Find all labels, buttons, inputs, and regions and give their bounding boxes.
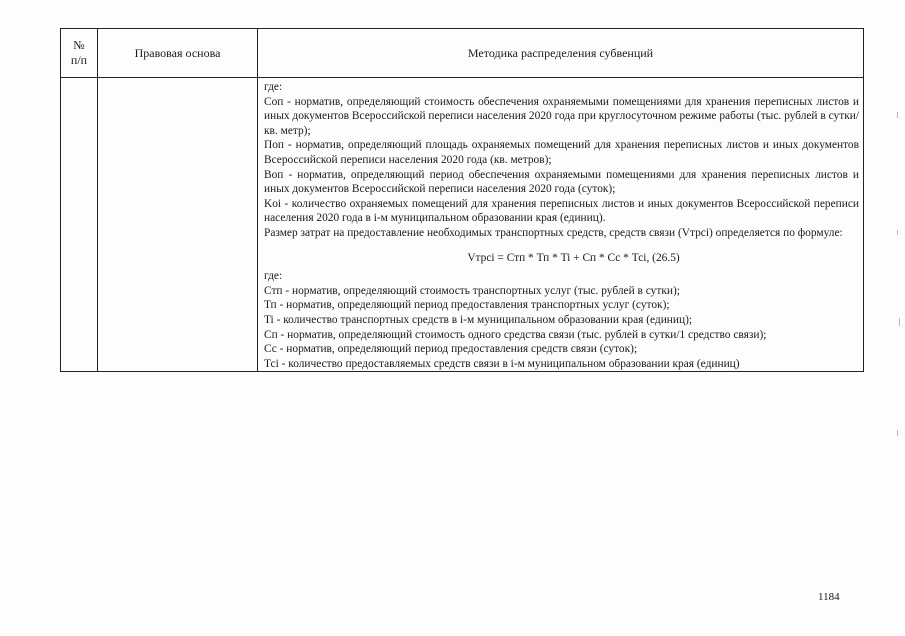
scan-speck — [897, 230, 898, 235]
subvention-method-table — [60, 28, 864, 372]
where-definition-ti: Ti - количество транспортных средств в i-м муниципальном образовании края (единиц); — [264, 313, 693, 326]
header-legal-basis-text: Правовая основа — [134, 45, 221, 60]
header-method-text: Методика распределения субвенций — [467, 45, 654, 60]
cell-legal-basis — [98, 78, 258, 372]
cell-method — [258, 78, 864, 372]
header-method — [258, 29, 864, 78]
method-definition-pop: Поп - норматив, определяющий площадь охраняемых помещений для хранения переписных листов и иных документов Всероссийской переписи населения 2020 года (кв. метров); — [264, 139, 859, 166]
where-definition-tsi: Тсi - количество предоставляемых средств связи в i-м муниципальном образовании края (единиц) — [264, 357, 740, 370]
table-row — [61, 78, 864, 372]
method-definition-vop: Воп - норматив, определяющий период обеспечения охраняемыми помещениями для хранения переписных листов и иных документов Всероссийской переписи населения 2020 года (суток); — [264, 168, 859, 196]
formula-26-5: Vтрсi = Стп * Тп * Ti + Сп * Сс * Тсi, (26.5) — [467, 251, 680, 264]
where-definition-stp: Стп - норматив, определяющий стоимость транспортных услуг (тыс. рублей в сутки); — [264, 284, 680, 297]
header-number — [61, 29, 98, 78]
where-definition-tp: Тп - норматив, определяющий период предоставления транспортных услуг (суток); — [264, 299, 670, 312]
method-definition-sop: Соп - норматив, определяющий стоимость обеспечения охраняемыми помещениями для хранения переписных листов и иных документов Всероссийской переписи населения 2020 года при круглосуточном режиме работы (тыс. рублей в сутки/кв. метр); — [264, 95, 859, 137]
method-transport-intro: Размер затрат на предоставление необходимых транспортных средств, средств связи (Vтрсi) определяется по формуле: — [264, 226, 843, 239]
header-legal-basis — [98, 29, 258, 78]
where-definition-sp: Сп - норматив, определяющий стоимость одного средства связи (тыс. рублей в сутки/1 средство связи); — [264, 328, 767, 341]
table-header-row — [61, 29, 864, 78]
scan-speck — [897, 430, 898, 436]
header-number-text: № п/п — [70, 38, 88, 67]
scan-speck — [899, 318, 900, 326]
where-label: где: — [264, 270, 283, 283]
where-definition-ss: Сс - норматив, определяющий период предоставления средств связи (суток); — [264, 343, 638, 356]
scan-speck — [897, 112, 898, 118]
cell-number — [61, 78, 98, 372]
method-where-label: где: — [264, 81, 283, 93]
page-number: 1184 — [818, 591, 840, 603]
method-definition-koi: Koi - количество охраняемых помещений для хранения переписных листов и иных документов Всероссийской переписи населения 2020 года в i-м муниципальном образовании края (единиц). — [264, 197, 859, 225]
